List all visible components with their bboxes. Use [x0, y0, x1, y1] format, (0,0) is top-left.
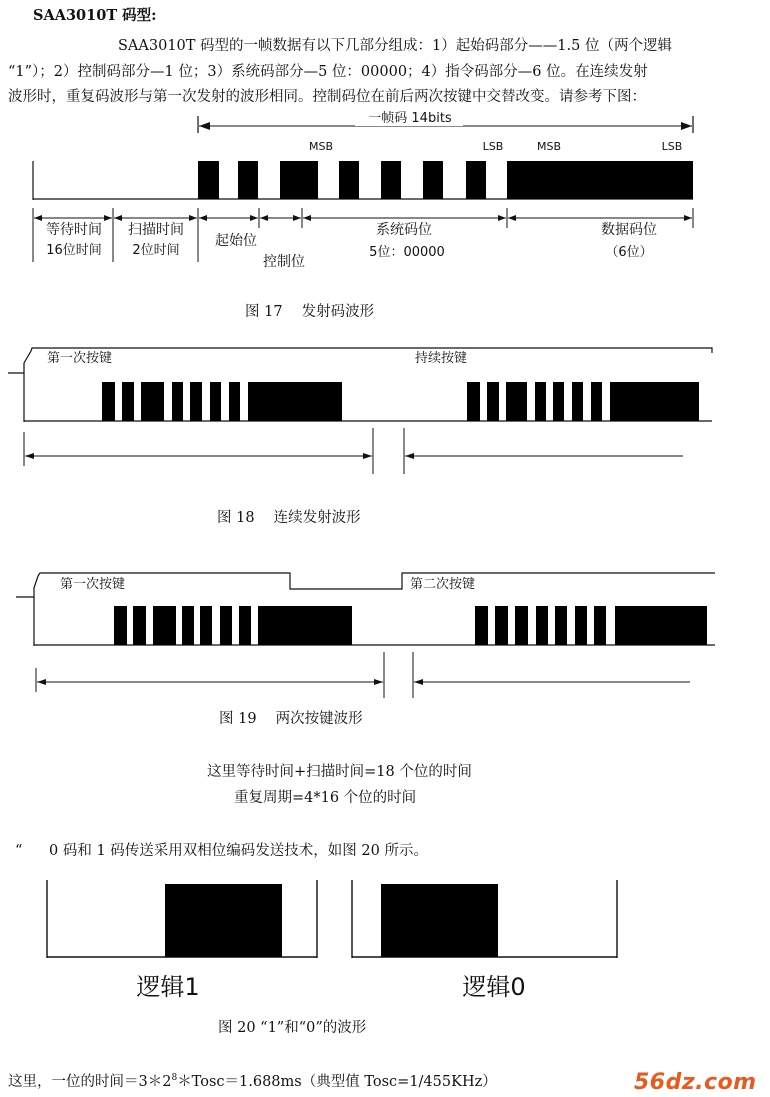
intro-line-2: “1”）；2）控制码部分—1 位；3）系统码部分—5 位：00000；4）指令码部分—6 位。在连续发射: [8, 64, 648, 80]
first-press-label: 第一次按键: [47, 351, 113, 366]
biphase-text: 0 码和 1 码传送采用双相位编码发送技术，如图 20 所示。: [49, 843, 428, 859]
second-press-label: 第二次按键: [410, 577, 476, 592]
system-code-label: 系统码位: [376, 222, 432, 238]
figure-20-caption: 图 20 “1”和“0”的波形: [218, 1020, 367, 1036]
frame-label: 一帧码 14bits: [368, 111, 452, 126]
lsb-label-2: LSB: [661, 140, 683, 153]
intro-line-3: 波形时，重复码波形与第一次发射的波形相同。控制码位在前后两次按键中交替改变。请参考下图：: [8, 89, 646, 105]
logic-1-label: 逻辑1: [136, 973, 200, 1001]
scan-time-label: 扫描时间: [128, 222, 184, 238]
figure-18-caption: 图 18 连续发射波形: [217, 510, 361, 526]
figure-19-caption: 图 19 两次按键波形: [219, 711, 363, 727]
site-watermark: 56dz.com: [634, 1070, 757, 1095]
bit-time-formula: [8, 1074, 497, 1089]
note-line-2: 重复周期=4*16 个位的时间: [234, 790, 417, 806]
wait-time-sub: 16位时间: [46, 243, 102, 258]
intro-line-1: SAA3010T 码型的一帧数据有以下几部分组成：1）起始码部分——1.5 位（两个逻辑: [118, 38, 672, 54]
figure-17-caption: 图 17 发射码波形: [245, 304, 375, 320]
hold-press-label: 持续按键: [415, 351, 468, 366]
note-line-1: 这里等待时间+扫描时间=18 个位的时间: [207, 764, 472, 780]
lsb-label-1: LSB: [482, 140, 504, 153]
start-bit-label: 起始位: [215, 233, 257, 249]
data-code-sub: （6位）: [605, 245, 653, 260]
system-code-sub: 5位：00000: [369, 245, 445, 260]
formula-exponent: 8: [171, 1073, 178, 1083]
msb-label-2: MSB: [536, 140, 562, 153]
data-code-label: 数据码位: [601, 222, 657, 238]
biphase-quote: “: [15, 843, 23, 859]
scan-time-sub: 2位时间: [132, 243, 180, 258]
formula-prefix: 这里，一位的时间＝3＊2: [8, 1073, 172, 1090]
logic-0-label: 逻辑0: [462, 973, 526, 1001]
msb-label-1: MSB: [308, 140, 334, 153]
control-bit-label: 控制位: [263, 254, 305, 270]
formula-suffix: ＊Tosc＝1.688ms（典型值 Tosc=1/455KHz）: [177, 1073, 497, 1090]
first-press-label-19: 第一次按键: [60, 577, 126, 592]
section-heading: SAA3010T 码型:: [33, 7, 157, 24]
wait-time-label: 等待时间: [46, 222, 102, 238]
